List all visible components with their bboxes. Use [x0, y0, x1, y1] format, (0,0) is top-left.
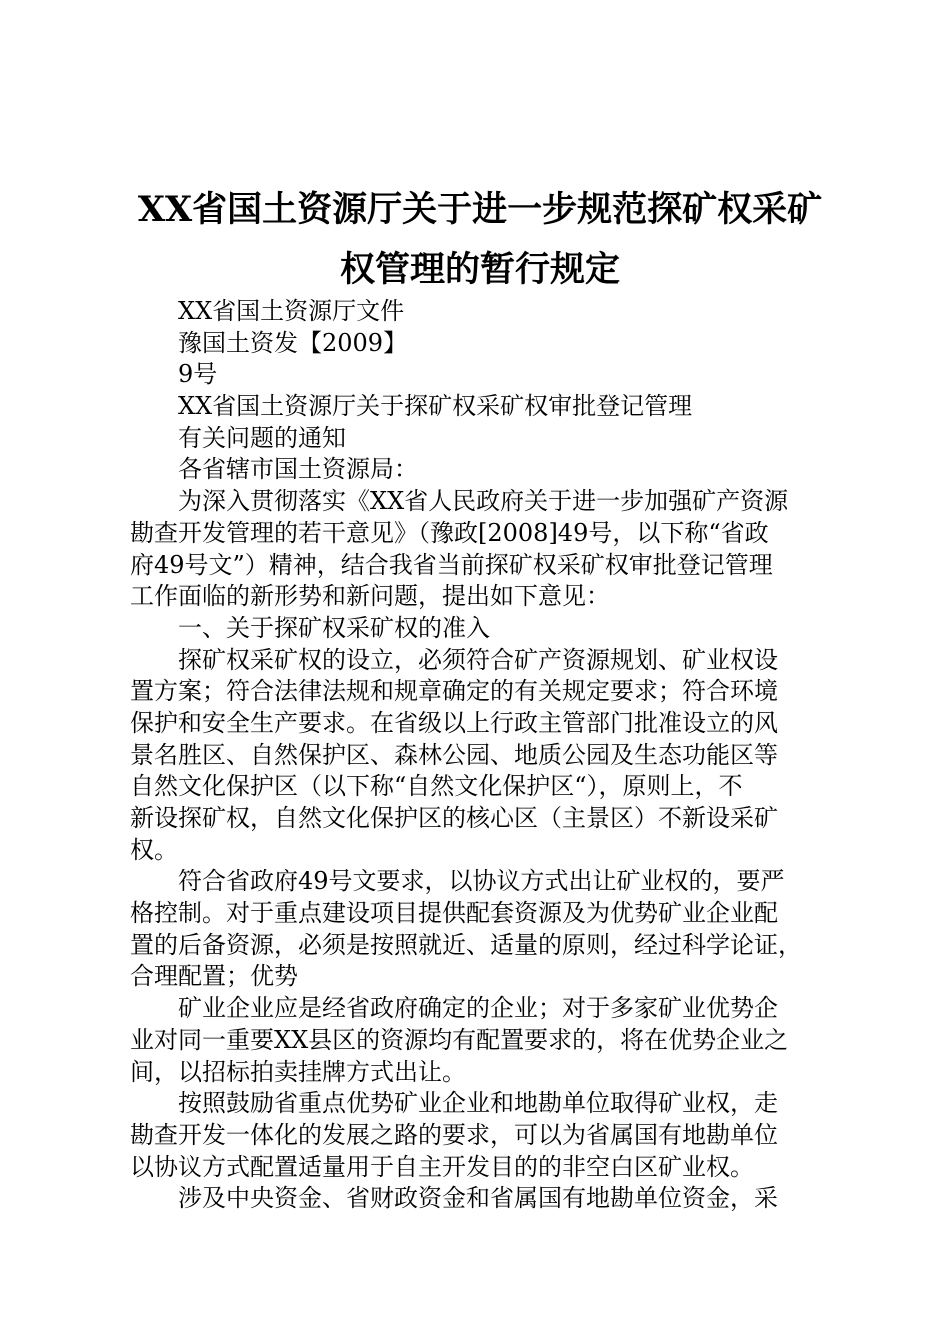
paragraph-line: 涉及中央资金、省财政资金和省属国有地勘单位资金，采: [178, 1184, 778, 1213]
paragraph-line: 业对同一重要XX县区的资源均有配置要求的，将在优势企业之: [130, 1025, 789, 1054]
document-number: 豫国土资发【2009】: [178, 328, 408, 357]
paragraph-line: 矿业企业应是经省政府确定的企业；对于多家矿业优势企: [178, 994, 778, 1023]
paragraph-line: 自然文化保护区（以下称“自然文化保护区“），原则上，不: [130, 772, 743, 801]
paragraph-line: 以协议方式配置适量用于自主开发目的的非空白区矿业权。: [130, 1152, 754, 1181]
paragraph-line: 勘查开发一体化的发展之路的要求，可以为省属国有地勘单位: [130, 1120, 778, 1149]
paragraph-line: 探矿权采矿权的设立，必须符合矿产资源规划、矿业权设: [178, 645, 778, 674]
paragraph-line: 为深入贯彻落实《XX省人民政府关于进一步加强矿产资源: [178, 487, 789, 516]
document-number-cont: 9号: [178, 360, 218, 389]
section-heading: 一、关于探矿权采矿权的准入: [178, 613, 490, 642]
document-title: [120, 180, 840, 300]
paragraph-line: 工作面临的新形势和新问题，提出如下意见：: [130, 582, 610, 611]
paragraph-line: 新设探矿权，自然文化保护区的核心区（主景区）不新设采矿: [130, 804, 778, 832]
paragraph-line: 保护和安全生产要求。在省级以上行政主管部门批准设立的风: [130, 708, 778, 737]
salutation: 各省辖市国土资源局：: [178, 455, 418, 484]
paragraph-line: 勘查开发管理的若干意见》（豫政[2008]49号，以下称“省政: [130, 518, 769, 547]
paragraph-line: 间，以招标拍卖挂牌方式出让。: [130, 1057, 466, 1086]
paragraph-line: 权。: [130, 835, 178, 864]
notice-title-line-1: XX省国土资源厅关于探矿权采矿权审批登记管理: [178, 392, 693, 421]
paragraph-line: 格控制。对于重点建设项目提供配套资源及为优势矿业企业配: [130, 899, 778, 928]
paragraph-line: 置方案；符合法律法规和规章确定的有关规定要求；符合环境: [130, 677, 778, 706]
paragraph-line: 符合省政府49号文要求，以协议方式出让矿业权的，要严: [178, 867, 785, 896]
title-line-1: XX省国土资源厅关于进一步规范探矿权采矿: [137, 189, 823, 230]
paragraph-line: 景名胜区、自然保护区、森林公园、地质公园及生态功能区等: [130, 740, 778, 769]
paragraph-line: 按照鼓励省重点优势矿业企业和地勘单位取得矿业权，走: [178, 1089, 778, 1118]
paragraph-line: 合理配置；优势: [130, 962, 298, 991]
header-issuer: XX省国土资源厅文件: [178, 297, 405, 325]
notice-title-line-2: 有关问题的通知: [178, 423, 346, 452]
paragraph-line: 置的后备资源，必须是按照就近、适量的原则，经过科学论证，: [130, 930, 802, 959]
document-body: [130, 296, 835, 1215]
paragraph-line: 府49号文”）精神，结合我省当前探矿权采矿权审批登记管理: [130, 550, 773, 579]
title-line-2: 权管理的暂行规定: [339, 249, 620, 290]
